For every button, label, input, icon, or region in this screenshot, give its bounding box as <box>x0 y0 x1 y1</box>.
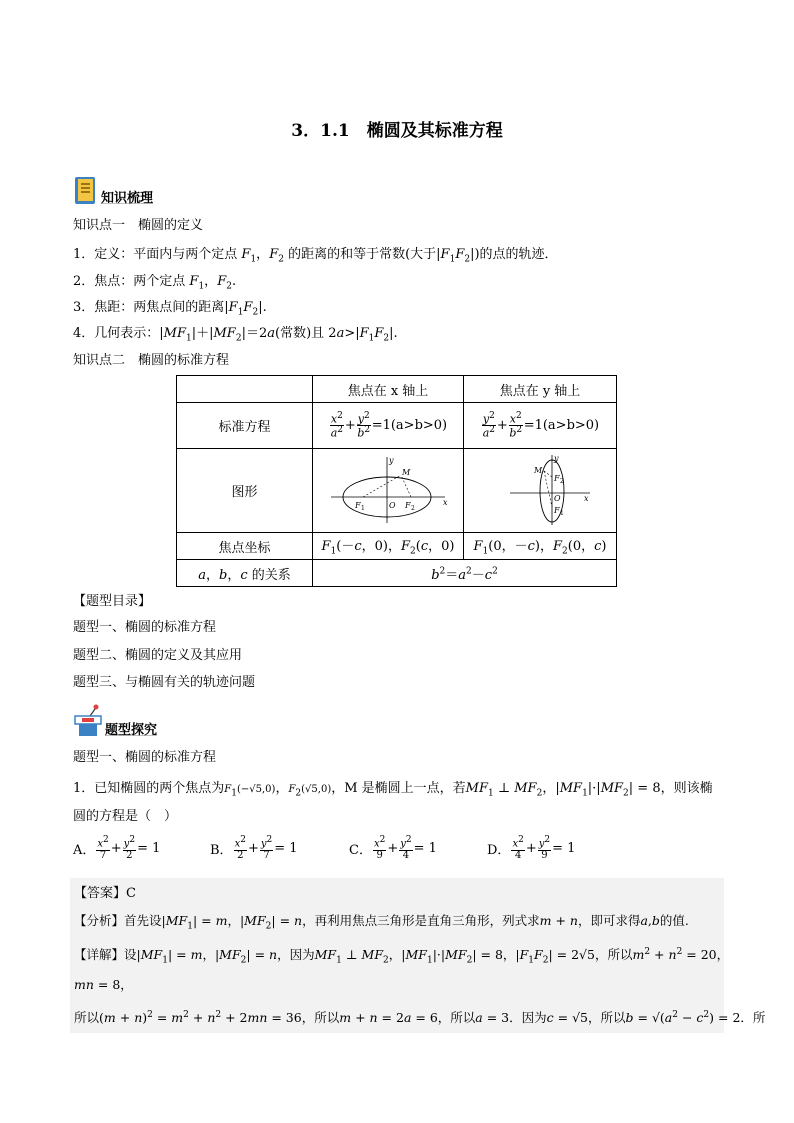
diagram-label-f1: F <box>554 505 560 515</box>
graph-x-ellipse <box>313 449 464 533</box>
row-label-foci: 焦点坐标 <box>177 533 313 560</box>
kp1-line2: 2．焦点：两个定点 $F_1$，$F_2$. <box>73 274 237 292</box>
kp1-line1: 1．定义：平面内与两个定点 $F_1$，$F_2$ 的距离的和等于常数(大于$|F_1F_2|$)的点的轨迹． <box>73 247 558 265</box>
standard-equation-table <box>176 375 617 587</box>
equation-x: $\frac{x^2}{a^2}$ + $\frac{y^2}{b^2}$ =1(a>b>0) <box>313 403 464 449</box>
diagram-label-m: M <box>534 465 543 475</box>
choice-b[interactable]: B． $\frac{x^2}{2}$ + $\frac{y^2}{7}$ = 1 <box>210 835 298 861</box>
q1-stem: 1．已知椭圆的两个焦点为$F_1(-√5,0)$，$F_2(√5,0)$，M 是椭圆上一点，若$MF_1$ ⊥ $MF_2$，$|MF_1|\cdot|MF_2| = 8$，则该椭 <box>73 781 713 799</box>
diagram-label-x: x <box>584 493 589 503</box>
section-header-explore <box>73 704 157 738</box>
book-icon <box>73 176 99 206</box>
table-corner <box>177 376 313 403</box>
foci-y: $F_1(0$，－c)，$F_2(0$，c) <box>464 533 617 560</box>
row-label-relation: a，b，c 的关系 <box>177 560 313 587</box>
diagram-label-o: O <box>554 493 561 503</box>
vertical-ellipse-diagram <box>480 453 600 525</box>
choice-c[interactable]: C． $\frac{x^2}{9}$ + $\frac{y^2}{4}$ = 1 <box>349 835 437 861</box>
diagram-sub-2: 2 <box>560 477 564 485</box>
graph-y-ellipse <box>464 449 617 533</box>
toc-item-3[interactable]: 题型三、与椭圆有关的轨迹问题 <box>73 675 256 690</box>
toc-item-2[interactable]: 题型二、椭圆的定义及其应用 <box>73 648 243 663</box>
detail-line-2: mn = 8， <box>74 977 133 992</box>
horizontal-ellipse-diagram <box>323 453 453 525</box>
section-label: 知识梳理 <box>101 191 154 206</box>
detail-line-1: 【详解】设$|MF_1| = m$，$|MF_2| = n$，因为$MF_1$ ⊥ $MF_2$，$|MF_1|\cdot|MF_2| = 8$，$|F_1F_2| = 2√5$，所以$m^2 + n^2 = 20$， <box>74 946 730 966</box>
diagram-label-y: y <box>554 453 559 463</box>
diagram-label-y: y <box>389 455 394 465</box>
q1-stem-2: 圆的方程是（ ） <box>73 809 178 824</box>
relation-value: $b^2=a^2-c^2$ <box>313 560 617 587</box>
analysis-line: 【分析】首先设$|MF_1| = m$，$|MF_2| = n$，再利用焦点三角形是直角三角形，列式求m + n，即可求得a,b的值. <box>74 913 689 932</box>
q1-heading: 题型一、椭圆的标准方程 <box>73 750 217 765</box>
section-header-knowledge <box>73 176 153 206</box>
row-label-graph: 图形 <box>177 449 313 533</box>
diagram-label-x: x <box>443 497 448 507</box>
kp1-heading: 知识点一 椭圆的定义 <box>73 218 204 233</box>
kp1-line4: 4．几何表示：$|MF_1|+|MF_2|=2a$(常数)且 $2a>|F_1F_2|$. <box>73 326 398 344</box>
diagram-label-f2: F <box>405 500 411 510</box>
toc-item-1[interactable]: 题型一、椭圆的标准方程 <box>73 620 217 635</box>
foci-x: $F_1(-c$，0)，$F_2(c$，0) <box>313 533 464 560</box>
diagram-label-f2: F <box>554 473 560 483</box>
toc-heading: 【题型目录】 <box>73 594 152 609</box>
table-header-y: 焦点在 y 轴上 <box>464 376 617 403</box>
kp2-heading: 知识点二 椭圆的标准方程 <box>73 353 230 368</box>
detail-line-3: 所以$(m + n)^2 = m^2 + n^2 + 2mn = 36$，所以m + n = 2a = 6，所以a = 3．因为c = √5，所以$b = √(a^2 - c^2) = 2$．所 <box>74 1009 766 1025</box>
kp1-line3: 3．焦距：两焦点间的距离$|F_1F_2|$. <box>73 300 267 318</box>
section-label: 题型探究 <box>105 723 158 738</box>
diagram-sub-2: 2 <box>411 504 415 512</box>
diagram-sub-1: 1 <box>361 504 365 512</box>
diagram-label-f1: F <box>355 500 361 510</box>
diagram-sub-1: 1 <box>560 509 564 517</box>
choice-d[interactable]: D． $\frac{x^2}{4}$ + $\frac{y^2}{9}$ = 1 <box>487 835 576 861</box>
equation-y: $\frac{y^2}{a^2}$ + $\frac{x^2}{b^2}$ =1(a>b>0) <box>464 403 617 449</box>
lectern-icon <box>73 704 103 738</box>
diagram-label-m: M <box>402 467 411 477</box>
choice-a[interactable]: A． $\frac{x^2}{7}$ + $\frac{y^2}{2}$ = 1 <box>73 835 161 861</box>
diagram-label-o: O <box>389 500 396 510</box>
row-label-equation: 标准方程 <box>177 403 313 449</box>
page-title: 3．1.1 椭圆及其标准方程 <box>291 121 503 141</box>
table-header-x: 焦点在 x 轴上 <box>313 376 464 403</box>
answer-line: 【答案】C <box>74 886 136 901</box>
